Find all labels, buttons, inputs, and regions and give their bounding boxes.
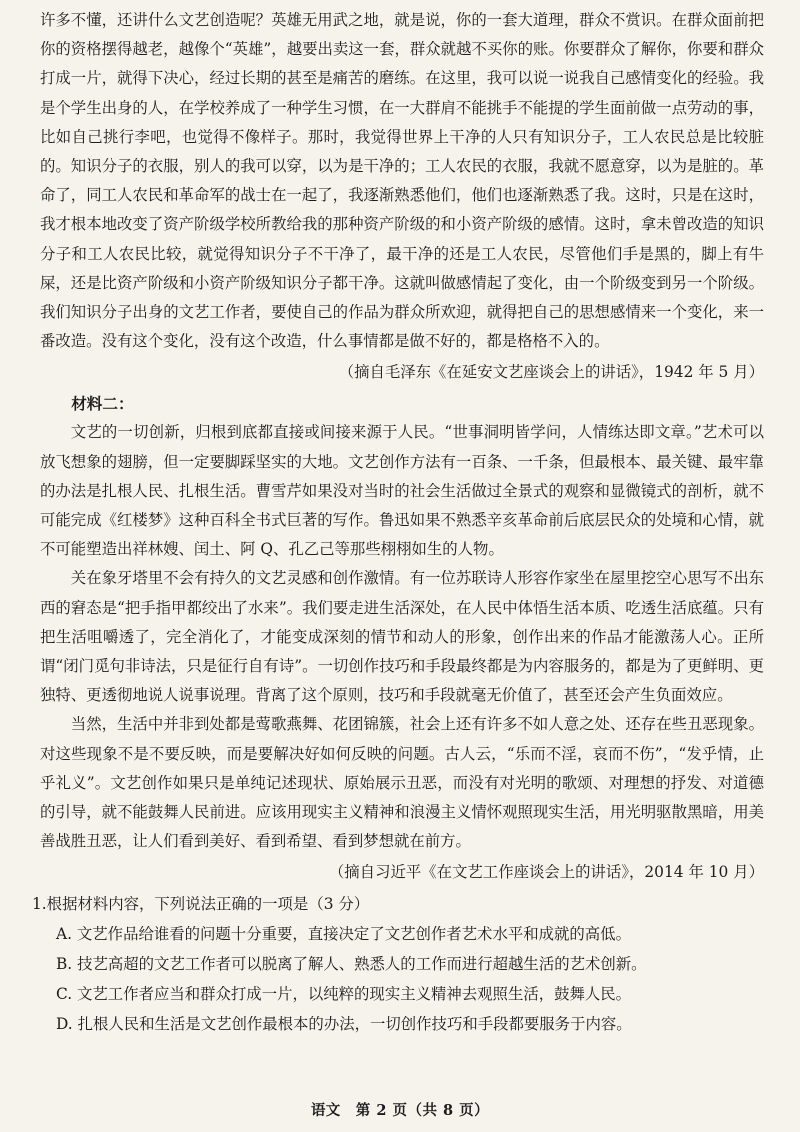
question-1-stem: 1.根据材料内容，下列说法正确的一项是（3 分）	[32, 895, 370, 914]
question-1-option-a: A. 文艺作品给谁看的问题十分重要，直接决定了文艺创作者艺术水平和成就的高低。	[56, 925, 631, 944]
material1-paragraph: 许多不懂，还讲什么文艺创造呢？英雄无用武之地，就是说，你的一套大道理，群众不赏识。在群众面前把你的资格摆得越老，越像个“英雄”，越要出卖这一套，群众就越不买你的账。你要群众了解你，你要和群众打成一片，就得下决心，经过长期的甚至是痛苦的磨练。在这里，我可以说一说我自己感情变化的经验。我是个学生出身的人，在学校养成了一种学生习惯，在一大群肩不能挑手不能提的学生面前做一点劳动的事，比如自己挑行李吧，也觉得不像样子。那时，我觉得世界上干净的人只有知识分子，工人农民总是比较脏的。知识分子的衣服，别人的我可以穿，以为是干净的；工人农民的衣服，我就不愿意穿，以为是脏的。革命了，同工人农民和革命军的战士在一起了，我逐渐熟悉他们，他们也逐渐熟悉了我。这时，只是在这时，我才根本地改变了资产阶级学校所教给我的那种资产阶级的和小资产阶级的感情。这时，拿未曾改造的知识分子和工人农民比较，就觉得知识分子不干净了，最干净的还是工人农民，尽管他们手是黑的，脚上有牛屎，还是比资产阶级和小资产阶级知识分子都干净。这就叫做感情起了变化，由一个阶级变到另一个阶级。我们知识分子出身的文艺工作者，要使自己的作品为群众所欢迎，就得把自己的思想感情来一个变化，来一番改造。没有这个变化，没有这个改造，什么事情都是做不好的，都是格格不入的。	[40, 11, 764, 351]
material1-source: （摘自毛泽东《在延安文艺座谈会上的讲话》，1942 年 5 月）	[338, 363, 764, 382]
material2-paragraph-1: 文艺的一切创新，归根到底都直接或间接来源于人民。“世事洞明皆学问，人情练达即文章。”艺术可以放飞想象的翅膀，但一定要脚踩坚实的大地。文艺创作方法有一百条、一千条，但最根本、最关键、最牢靠的办法是扎根人民、扎根生活。曹雪芹如果没对当时的社会生活做过全景式的观察和显微镜式的剖析，就不可能完成《红楼梦》这种百科全书式巨著的写作。鲁迅如果不熟悉辛亥革命前后底层民众的处境和心情，就不可能塑造出祥林嫂、闰土、阿 Q、孔乙己等那些栩栩如生的人物。	[40, 423, 764, 559]
question-1-option-b: B. 技艺高超的文艺工作者可以脱离了解人、熟悉人的工作而进行超越生活的艺术创新。	[56, 955, 647, 974]
question-1-option-c: C. 文艺工作者应当和群众打成一片，以纯粹的现实主义精神去观照生活，鼓舞人民。	[56, 985, 632, 1004]
material2-source: （摘自习近平《在文艺工作座谈会上的讲话》，2014 年 10 月）	[328, 863, 764, 882]
page-footer: 语文 第 2 页（共 8 页）	[310, 1102, 490, 1119]
question-1-option-d: D. 扎根人民和生活是文艺创作最根本的办法，一切创作技巧和手段都要服务于内容。	[56, 1015, 632, 1034]
material2-heading: 材料二：	[71, 394, 134, 414]
material2-paragraph-3: 当然，生活中并非到处都是莺歌燕舞、花团锦簇，社会上还有许多不如人意之处、还存在些丑恶现象。对这些现象不是不要反映，而是要解决好如何反映的问题。古人云，“乐而不淫，哀而不伤”，“发乎情，止乎礼义”。文艺创作如果只是单纯记述现状、原始展示丑恶，而没有对光明的歌颂、对理想的抒发、对道德的引导，就不能鼓舞人民前进。应该用现实主义精神和浪漫主义情怀观照现实生活，用光明驱散黑暗，用美善战胜丑恶，让人们看到美好、看到希望、看到梦想就在前方。	[40, 715, 764, 851]
material2-paragraph-2: 关在象牙塔里不会有持久的文艺灵感和创作激情。有一位苏联诗人形容作家坐在屋里挖空心思写不出东西的窘态是“把手指甲都绞出了水来”。我们要走进生活深处，在人民中体悟生活本质、吃透生活底蕴。只有把生活咀嚼透了，完全消化了，才能变成深刻的情节和动人的形象，创作出来的作品才能激荡人心。正所谓“闭门觅句非诗法，只是征行自有诗”。一切创作技巧和手段最终都是为内容服务的，都是为了更鲜明、更独特、更透彻地说人说事说理。背离了这个原则，技巧和手段就毫无价值了，甚至还会产生负面效应。	[40, 569, 764, 705]
